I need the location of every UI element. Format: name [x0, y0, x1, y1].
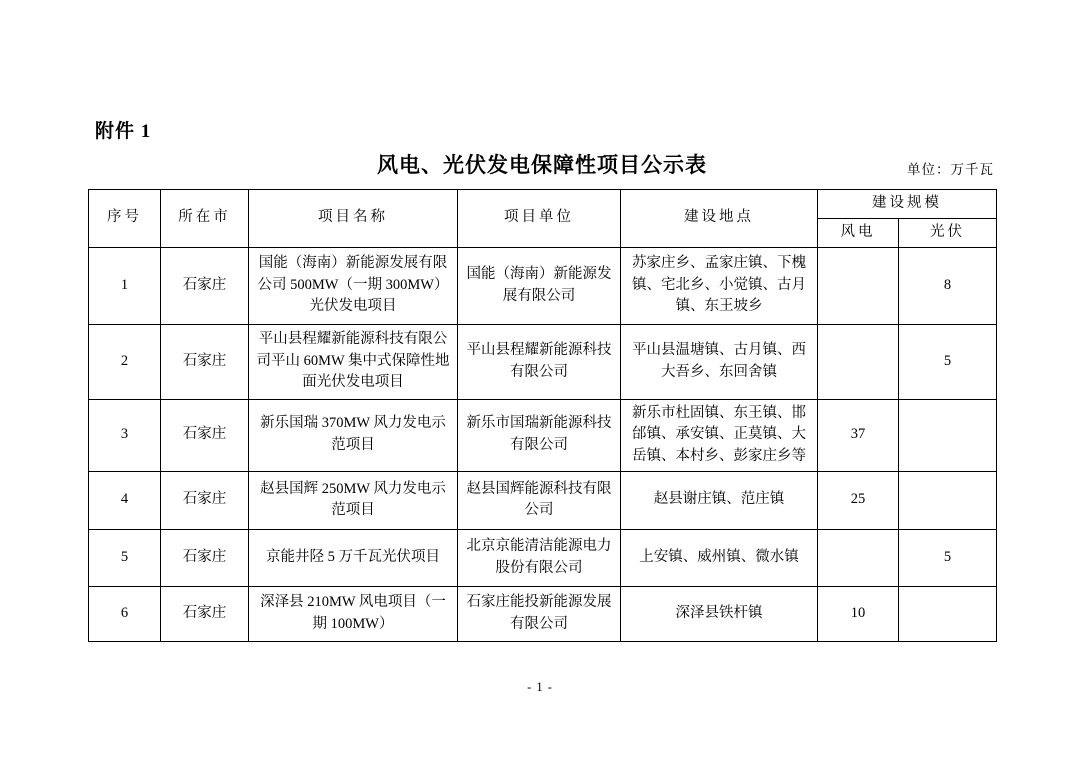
header-location: 建设地点 [621, 190, 818, 248]
cell-pv: 5 [899, 324, 997, 399]
table-row [89, 529, 997, 586]
cell-city: 石家庄 [161, 471, 249, 529]
header-project-name: 项目名称 [249, 190, 458, 248]
table-row [89, 471, 997, 529]
cell-seq: 4 [89, 471, 161, 529]
header-project-unit: 项目单位 [458, 190, 621, 248]
cell-wind [818, 247, 899, 324]
cell-project-name: 国能（海南）新能源发展有限公司 500MW（一期 300MW）光伏发电项目 [249, 247, 458, 324]
cell-city: 石家庄 [161, 586, 249, 641]
table-row [89, 399, 997, 471]
cell-project-name: 京能井陉 5 万千瓦光伏项目 [249, 529, 458, 586]
cell-wind: 10 [818, 586, 899, 641]
cell-project-unit: 新乐市国瑞新能源科技有限公司 [458, 399, 621, 471]
header-seq: 序号 [89, 190, 161, 248]
cell-project-unit: 石家庄能投新能源发展有限公司 [458, 586, 621, 641]
cell-project-unit: 北京京能清洁能源电力股份有限公司 [458, 529, 621, 586]
table-row [89, 247, 997, 324]
cell-seq: 2 [89, 324, 161, 399]
cell-location: 新乐市杜固镇、东王镇、邯邰镇、承安镇、正莫镇、大岳镇、本村乡、彭家庄乡等 [621, 399, 818, 471]
cell-project-name: 赵县国辉 250MW 风力发电示范项目 [249, 471, 458, 529]
unit-label: 单位：万千瓦 [907, 162, 994, 177]
cell-wind [818, 529, 899, 586]
cell-pv: 5 [899, 529, 997, 586]
header-city: 所在市 [161, 190, 249, 248]
cell-wind [818, 324, 899, 399]
title-row [88, 148, 996, 182]
cell-project-name: 平山县程耀新能源科技有限公司平山 60MW 集中式保障性地面光伏发电项目 [249, 324, 458, 399]
page-number: - 1 - [527, 680, 553, 694]
cell-pv: 8 [899, 247, 997, 324]
header-row-1 [89, 190, 997, 219]
cell-pv [899, 471, 997, 529]
cell-pv [899, 399, 997, 471]
cell-pv [899, 586, 997, 641]
cell-project-unit: 平山县程耀新能源科技有限公司 [458, 324, 621, 399]
cell-location: 上安镇、威州镇、微水镇 [621, 529, 818, 586]
header-wind: 风电 [818, 218, 899, 247]
page-title: 风电、光伏发电保障性项目公示表 [377, 153, 707, 177]
table-row [89, 324, 997, 399]
cell-city: 石家庄 [161, 247, 249, 324]
cell-location: 深泽县铁杆镇 [621, 586, 818, 641]
cell-location: 赵县谢庄镇、范庄镇 [621, 471, 818, 529]
cell-seq: 6 [89, 586, 161, 641]
header-scale-group: 建设规模 [818, 190, 997, 219]
cell-city: 石家庄 [161, 324, 249, 399]
table-row [89, 586, 997, 641]
cell-city: 石家庄 [161, 399, 249, 471]
cell-project-unit: 赵县国辉能源科技有限公司 [458, 471, 621, 529]
cell-seq: 3 [89, 399, 161, 471]
header-pv: 光伏 [899, 218, 997, 247]
cell-wind: 37 [818, 399, 899, 471]
cell-project-unit: 国能（海南）新能源发展有限公司 [458, 247, 621, 324]
cell-wind: 25 [818, 471, 899, 529]
cell-project-name: 新乐国瑞 370MW 风力发电示范项目 [249, 399, 458, 471]
attachment-label: 附件 1 [95, 121, 152, 142]
cell-location: 平山县温塘镇、古月镇、西大吾乡、东回舍镇 [621, 324, 818, 399]
cell-location: 苏家庄乡、孟家庄镇、下槐镇、宅北乡、小觉镇、古月镇、东王坡乡 [621, 247, 818, 324]
cell-seq: 5 [89, 529, 161, 586]
cell-city: 石家庄 [161, 529, 249, 586]
cell-seq: 1 [89, 247, 161, 324]
cell-project-name: 深泽县 210MW 风电项目（一期 100MW） [249, 586, 458, 641]
projects-table [88, 189, 997, 642]
